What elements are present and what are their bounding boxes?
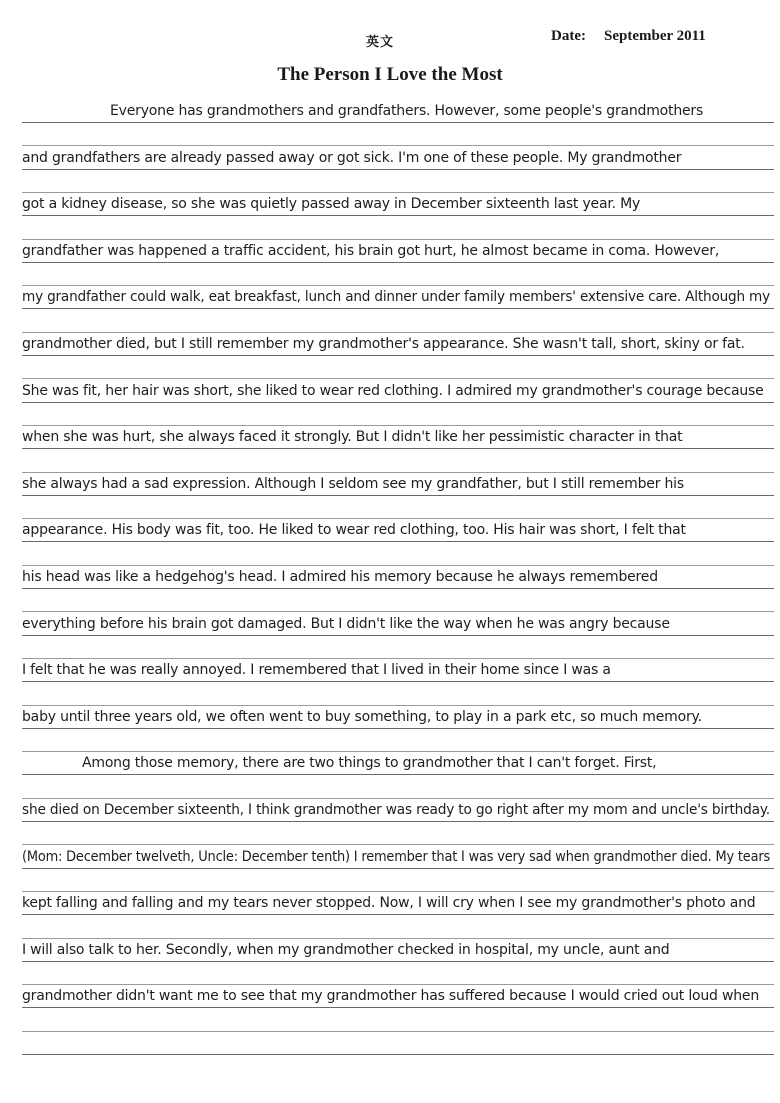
ruled-guide-line — [22, 1031, 774, 1032]
ruled-line — [22, 774, 774, 775]
date-label: Date: — [551, 28, 586, 44]
handwritten-line: appearance. His body was fit, too. He liked to wear red clothing, too. His hair was short, I felt that — [22, 522, 686, 539]
ruled-line — [22, 541, 774, 542]
ruled-line — [22, 1007, 774, 1008]
ruled-line — [22, 588, 774, 589]
ruled-guide-line — [22, 844, 774, 845]
ruled-guide-line — [22, 565, 774, 566]
ruled-guide-line — [22, 751, 774, 752]
ruled-line — [22, 681, 774, 682]
ruled-line — [22, 169, 774, 170]
handwritten-line: grandmother didn't want me to see that my grandmother has suffered because I would cried out loud when — [22, 988, 760, 1005]
ruled-guide-line — [22, 518, 774, 519]
handwritten-line: baby until three years old, we often went to buy something, to play in a park etc, so much memory. — [22, 708, 702, 725]
ruled-guide-line — [22, 705, 774, 706]
handwritten-line: grandmother died, but I still remember my grandmother's appearance. She wasn't tall, short, skiny or fat. — [22, 336, 745, 352]
ruled-guide-line — [22, 425, 774, 426]
handwritten-line: She was fit, her hair was short, she liked to wear red clothing. I admired my grandmother's courage because — [22, 382, 764, 399]
ruled-guide-line — [22, 145, 774, 146]
ruled-guide-line — [22, 798, 774, 799]
ruled-guide-line — [22, 938, 774, 939]
ruled-line — [22, 308, 774, 309]
ruled-line — [22, 914, 774, 915]
handwritten-line: grandfather was happened a traffic accident, his brain got hurt, he almost became in coma. However, — [22, 242, 720, 259]
ruled-line — [22, 635, 774, 636]
ruled-line — [22, 448, 774, 449]
handwritten-line: (Mom: December twelveth, Uncle: December tenth) I remember that I was very sad when grandmother died. My tears — [22, 848, 771, 865]
ruled-line — [22, 961, 774, 962]
ruled-guide-line — [22, 611, 774, 612]
ruled-line — [22, 728, 774, 729]
ruled-line — [22, 495, 774, 496]
ruled-guide-line — [22, 192, 774, 193]
handwritten-line: everything before his brain got damaged. But I didn't like the way when he was angry because — [22, 615, 670, 632]
handwritten-line: my grandfather could walk, eat breakfast, lunch and dinner under family members' extensive care. Although my — [22, 289, 770, 306]
ruled-guide-line — [22, 378, 774, 379]
handwritten-line: I will also talk to her. Secondly, when my grandmother checked in hospital, my uncle, aunt and — [22, 941, 670, 958]
handwritten-line: Among those memory, there are two things to grandmother that I can't forget. First, — [82, 755, 657, 772]
ruled-line — [22, 355, 774, 356]
ruled-guide-line — [22, 984, 774, 985]
subject-label: 英文 — [366, 35, 395, 50]
ruled-guide-line — [22, 472, 774, 473]
date-value: September 2011 — [604, 28, 706, 44]
handwritten-line: when she was hurt, she always faced it strongly. But I didn't like her pessimistic character in that — [22, 429, 683, 446]
ruled-guide-line — [22, 332, 774, 333]
ruled-line — [22, 1054, 774, 1055]
ruled-line — [22, 215, 774, 216]
ruled-guide-line — [22, 285, 774, 286]
ruled-line — [22, 402, 774, 403]
handwritten-line: his head was like a hedgehog's head. I admired his memory because he always remembered — [22, 569, 658, 585]
ruled-line — [22, 868, 774, 869]
handwritten-line: Everyone has grandmothers and grandfathers. However, some people's grandmothers — [110, 103, 704, 119]
ruled-guide-line — [22, 658, 774, 659]
ruled-line — [22, 122, 774, 123]
handwritten-line: kept falling and falling and my tears never stopped. Now, I will cry when I see my grandmother's photo and — [22, 895, 756, 912]
handwritten-line: she always had a sad expression. Although I seldom see my grandfather, but I still remember his — [22, 475, 684, 492]
ruled-line — [22, 262, 774, 263]
essay-title: The Person I Love the Most — [277, 64, 503, 85]
ruled-guide-line — [22, 891, 774, 892]
ruled-guide-line — [22, 239, 774, 240]
ruled-line — [22, 821, 774, 822]
handwritten-line: I felt that he was really annoyed. I remembered that I lived in their home since I was a — [22, 662, 611, 679]
handwritten-line: got a kidney disease, so she was quietly passed away in December sixteenth last year. My — [22, 196, 641, 213]
handwritten-line: and grandfathers are already passed away or got sick. I'm one of these people. My grandmother — [22, 149, 682, 166]
handwritten-line: she died on December sixteenth, I think grandmother was ready to go right after my mom and uncle's birthday. — [22, 802, 770, 818]
